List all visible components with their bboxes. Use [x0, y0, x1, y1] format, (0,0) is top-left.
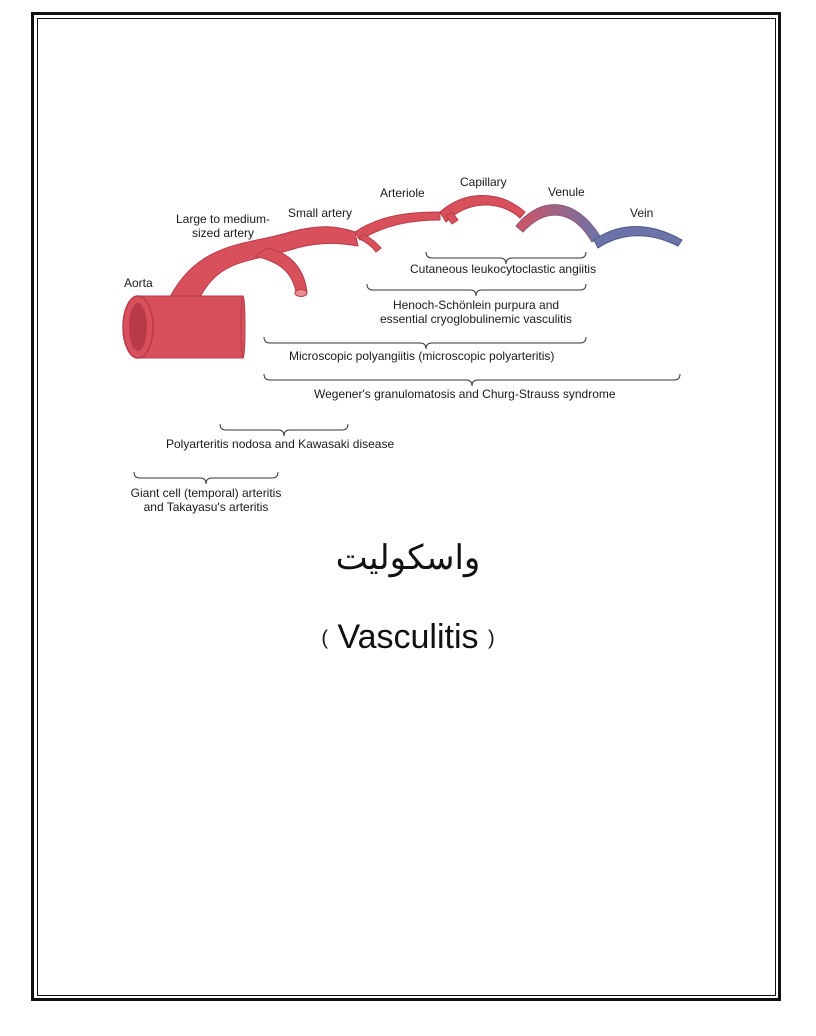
label-arteriole: Arteriole — [380, 186, 425, 200]
label-aorta: Aorta — [124, 276, 153, 290]
label-giant-cell-line2: and Takayasu's arteritis — [143, 500, 269, 514]
label-polyarteritis: Polyarteritis nodosa and Kawasaki disease — [166, 437, 395, 451]
label-capillary: Capillary — [460, 175, 507, 189]
label-large-artery-line2: sized artery — [191, 226, 255, 240]
label-microscopic: Microscopic polyangiitis (microscopic polyarteritis) — [289, 349, 555, 363]
bracket-microscopic — [264, 337, 586, 349]
arteriole-shape — [355, 212, 440, 240]
paren-close: ) — [488, 627, 495, 650]
venule-shape — [516, 205, 600, 242]
bracket-giant-cell — [134, 472, 278, 484]
title-english-wrapper — [0, 618, 816, 657]
bracket-wegener — [264, 374, 680, 386]
label-giant-cell — [116, 486, 296, 514]
label-henoch-line2: essential cryoglobulinemic vasculitis — [379, 312, 573, 326]
small-artery-branch — [255, 248, 307, 292]
title-english: Vasculitis — [337, 618, 479, 656]
bracket-polyarteritis — [220, 424, 348, 436]
label-small-artery: Small artery — [288, 206, 353, 220]
label-venule: Venule — [548, 185, 585, 199]
paren-open: ( — [321, 627, 328, 650]
arteriole-branch — [358, 234, 381, 252]
label-henoch — [356, 298, 596, 326]
label-vein: Vein — [630, 206, 654, 220]
label-giant-cell-line1: Giant cell (temporal) arteritis — [130, 486, 282, 500]
label-henoch-line1: Henoch-Schönlein purpura and — [392, 298, 560, 312]
vein-shape — [594, 227, 682, 249]
title-persian: واسکولیت — [335, 538, 481, 578]
label-cutaneous: Cutaneous leukocytoclastic angiitis — [410, 262, 597, 276]
bracket-henoch — [367, 284, 586, 296]
label-wegener: Wegener's granulomatosis and Churg-Strauss syndrome — [314, 387, 616, 401]
label-large-artery — [168, 212, 278, 240]
label-large-artery-line1: Large to medium- — [175, 212, 271, 226]
